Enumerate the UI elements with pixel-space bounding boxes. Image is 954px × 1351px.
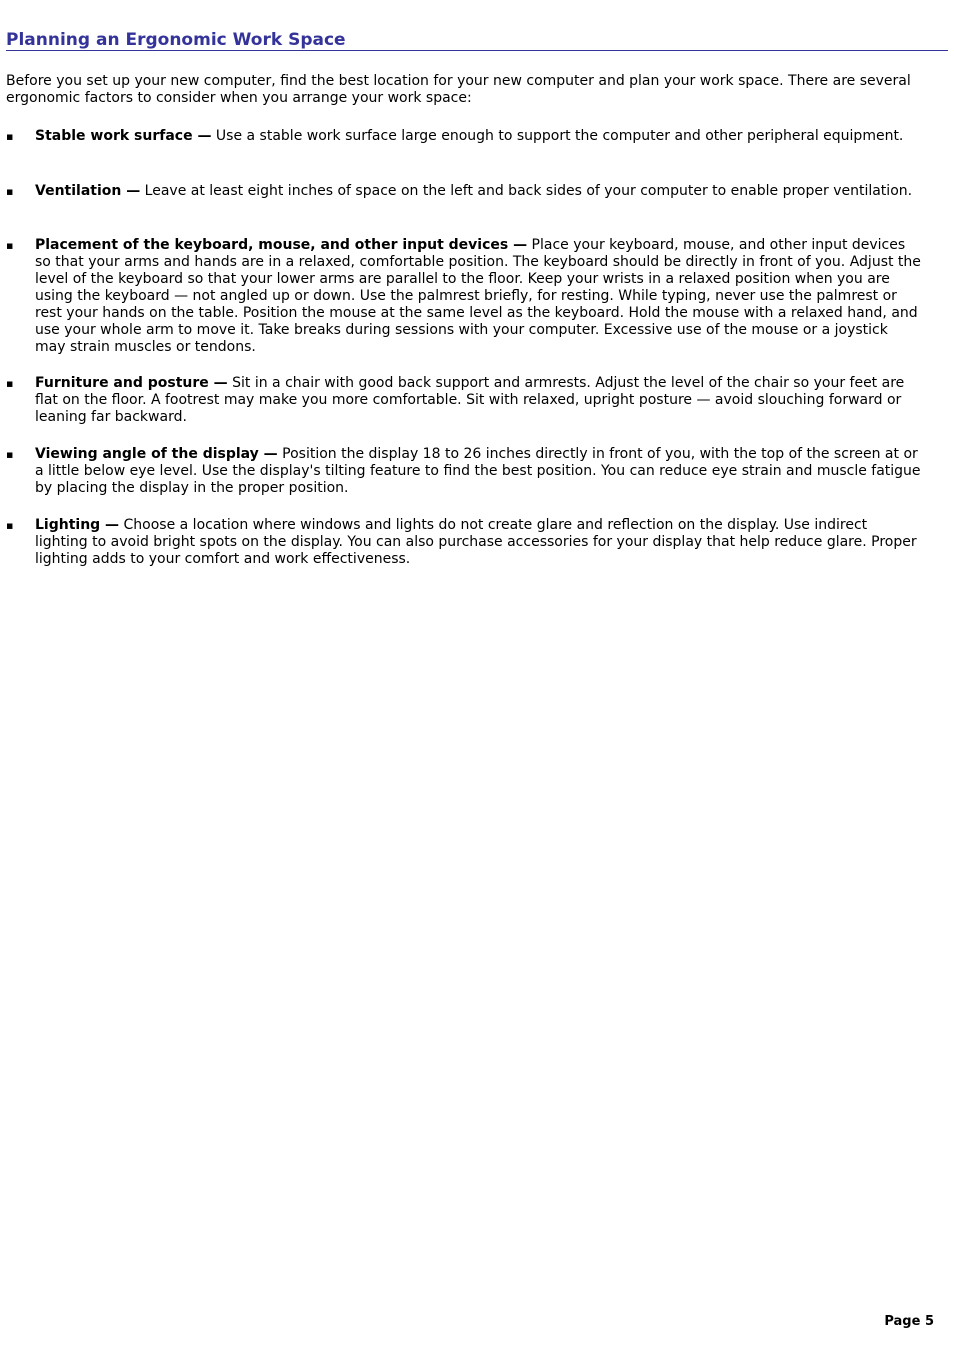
list-item-term: Ventilation — bbox=[35, 183, 141, 199]
list-item-term: Furniture and posture — bbox=[35, 375, 228, 391]
bullet-marker: ▪ bbox=[6, 377, 14, 390]
list-item-term: Placement of the keyboard, mouse, and other input devices — bbox=[35, 237, 528, 253]
list-item-text bbox=[35, 375, 921, 426]
list-item-term: Lighting — bbox=[35, 517, 120, 533]
bullet-marker: ▪ bbox=[6, 239, 14, 252]
list-item-description: Leave at least eight inches of space on the left and back sides of your computer to enable proper ventilation. bbox=[140, 183, 913, 199]
page-title: Planning an Ergonomic Work Space bbox=[6, 30, 948, 51]
intro-paragraph: Before you set up your new computer, find the best location for your new computer and plan your work space. There are several ergonomic factors to consider when you arrange your work space: bbox=[6, 73, 911, 106]
list-item-description: Place your keyboard, mouse, and other input devices so that your arms and hands are in a relaxed, comfortable position. The keyboard should be directly in front of you. Adjust the level of the keyboard so that your lower arms are parallel to the floor. Keep your wrists in a relaxed position when you are using the keyboard — not angled up or down. Use the palmrest briefly, for resting. While typing, never use the palmrest or rest your hands on the table. Position the mouse at the same level as the keyboard. Hold the mouse with a relaxed hand, and use your whole arm to move it. Take breaks during sessions with your computer. Excessive use of the mouse or a joystick may strain muscles or tendons. bbox=[35, 237, 921, 355]
list-item-term: Viewing angle of the display — bbox=[35, 446, 278, 462]
list-item-text bbox=[35, 128, 921, 145]
bullet-marker: ▪ bbox=[6, 519, 14, 532]
list-item-text bbox=[35, 183, 921, 200]
list-item-text bbox=[35, 517, 921, 568]
list-item-description: Choose a location where windows and lights do not create glare and reflection on the display. Use indirect lighting to avoid bright spots on the display. You can also purchase accessories for your display that help reduce glare. Proper lighting adds to your comfort and work effectiveness. bbox=[35, 517, 917, 567]
list-item-term: Stable work surface — bbox=[35, 128, 212, 144]
list-item-description: Position the display 18 to 26 inches directly in front of you, with the top of the screen at or a little below eye level. Use the display's tilting feature to find the best position. You can reduce eye strain and muscle fatigue by placing the display in the proper position. bbox=[35, 446, 921, 496]
bullet-marker: ▪ bbox=[6, 130, 14, 143]
page-number: Page 5 bbox=[884, 1314, 934, 1329]
list-item-text bbox=[35, 237, 921, 356]
list-item-description: Sit in a chair with good back support and armrests. Adjust the level of the chair so your feet are flat on the floor. A footrest may make you more comfortable. Sit with relaxed, upright posture — avoid slouching forward or leaning far backward. bbox=[35, 375, 905, 425]
bullet-marker: ▪ bbox=[6, 448, 14, 461]
list-item-text bbox=[35, 446, 921, 497]
list-item-description: Use a stable work surface large enough to support the computer and other peripheral equipment. bbox=[211, 128, 904, 144]
bullet-marker: ▪ bbox=[6, 185, 14, 198]
